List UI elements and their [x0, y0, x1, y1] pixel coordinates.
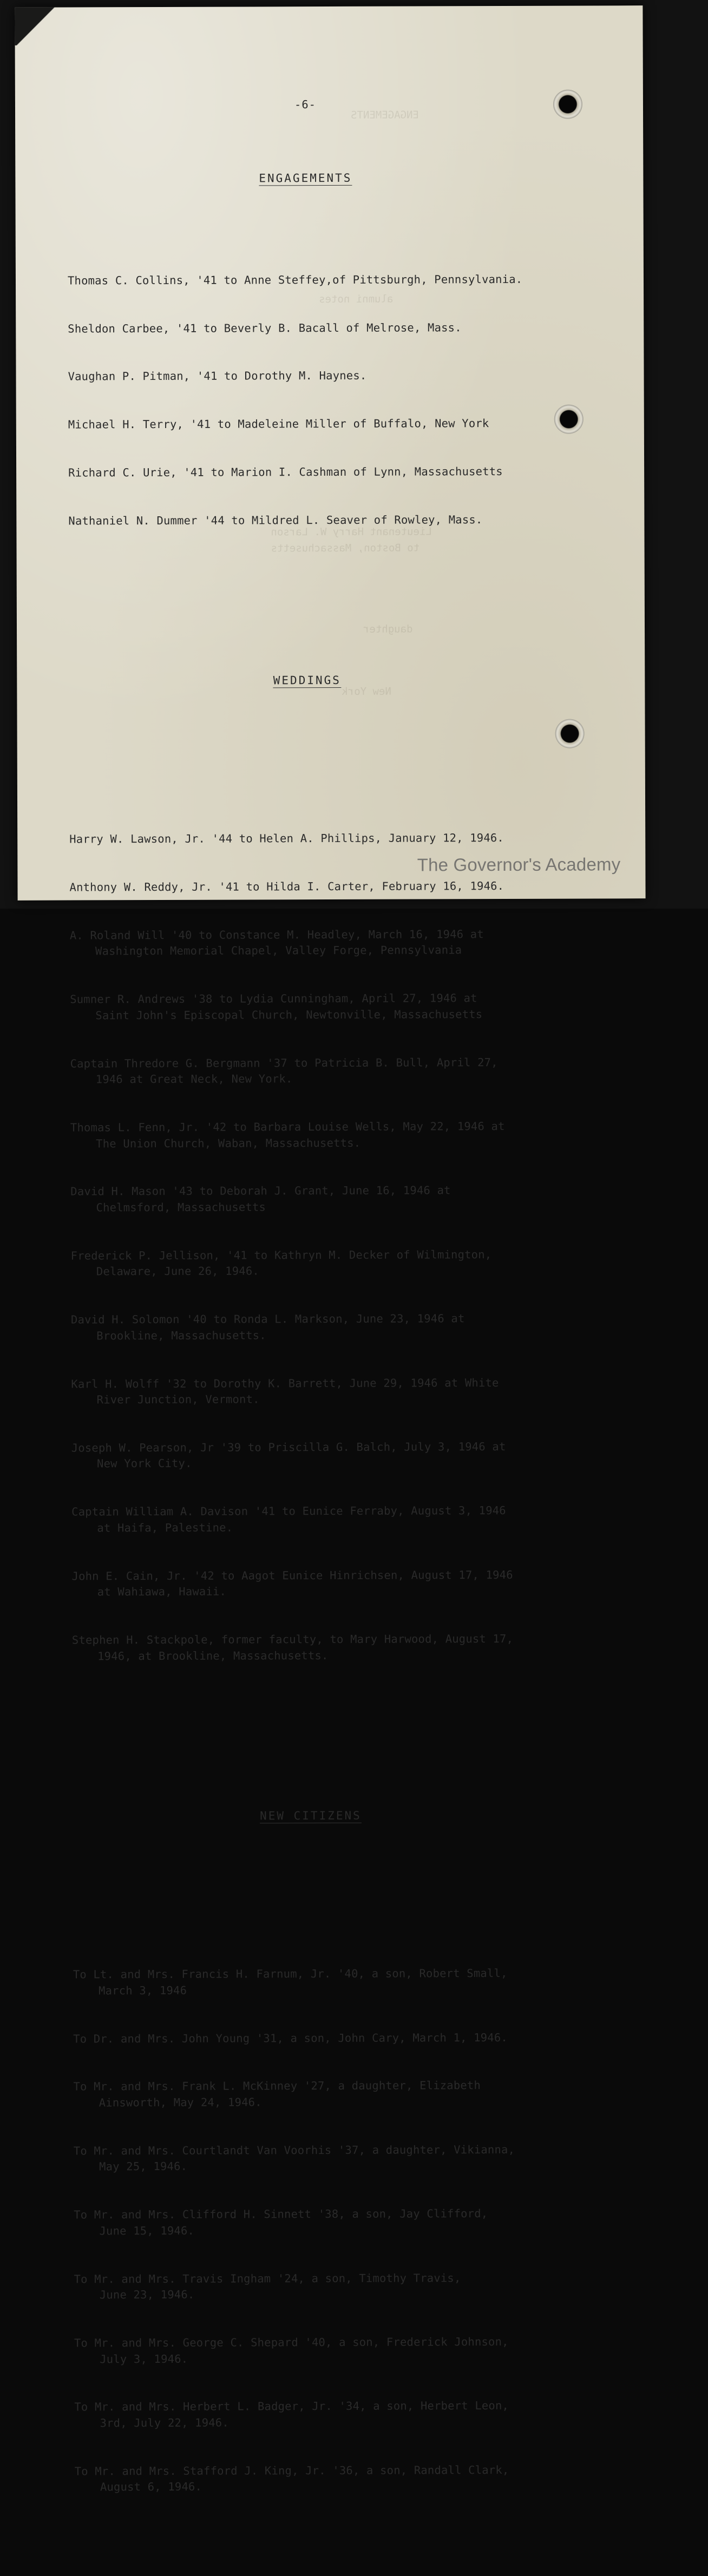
list-item: David H. Mason '43 to Deborah J. Grant, June 16, 1946 at Chelmsford, Massachusetts [70, 1184, 451, 1214]
list-item: To Mr. and Mrs. Clifford H. Sinnett '38, a son, Jay Clifford, June 15, 1946. [74, 2207, 488, 2238]
list-item: David H. Solomon '40 to Ronda L. Markson, June 23, 1946 at Brookline, Massachusetts. [70, 1312, 465, 1343]
list-item: John E. Cain, Jr. '42 to Aagot Eunice Hinrichsen, August 17, 1946 at Wahiawa, Hawaii. [71, 1568, 513, 1599]
list-item: Anthony W. Reddy, Jr. '41 to Hilda I. Carter, February 16, 1946. [69, 879, 504, 894]
list-item: A. Roland Will '40 to Constance M. Headley, March 16, 1946 at Washington Memorial Chapel, Valley Forge, Pennsylvania [69, 927, 484, 958]
section-body-new-citizens [73, 1934, 594, 2528]
list-item: To Mr. and Mrs. George C. Shepard '40, a son, Frederick Johnson, July 3, 1946. [74, 2335, 509, 2365]
bleed-through-text: alumni notes [319, 293, 412, 306]
spacer [69, 741, 589, 752]
list-item: To Mr. and Mrs. Courtlandt Van Voorhis '37, a daughter, Vikianna, May 25, 1946. [73, 2143, 515, 2173]
scanned-page [15, 5, 645, 2494]
list-item: Thomas C. Collins, '41 to Anne Steffey,of Pittsburgh, Pennsylvania. [67, 272, 523, 287]
bleed-through-text: to Boston, Massachusetts [271, 542, 438, 555]
document-text [67, 48, 595, 2576]
list-item: Sumner R. Andrews '38 to Lydia Cunningham, April 27, 1946 at Saint John's Episcopal Church, Newtonville, Massachusetts [70, 991, 483, 1022]
list-item: Thomas L. Fenn, Jr. '42 to Barbara Louise Wells, May 22, 1946 at The Union Church, Waban, Massachusetts. [70, 1119, 505, 1150]
bleed-through-text: Lieutenant Harry W. Larson [271, 525, 432, 538]
spacer [72, 1743, 592, 1761]
list-item: To Mr. and Mrs. Travis Ingham '24, a son, Timothy Travis, June 23, 1946. [74, 2271, 461, 2302]
binder-hole [553, 90, 582, 119]
page-number: -6- [294, 97, 317, 111]
list-item: Sheldon Carbee, '41 to Beverly B. Bacall of Melrose, Mass. [68, 320, 462, 336]
bleed-through-text: daughter [363, 623, 425, 635]
list-item: Joseph W. Pearson, Jr '39 to Priscilla G. Balch, July 3, 1946 at New York City. [71, 1440, 506, 1470]
section-heading-engagements: ENGAGEMENTS [259, 172, 352, 185]
list-item: Nathaniel N. Dummer '44 to Mildred L. Seaver of Rowley, Mass. [68, 512, 483, 528]
list-item: Captain Thredore G. Bergmann '37 to Patricia B. Bull, April 27, 1946 at Great Neck, New York. [70, 1055, 498, 1086]
list-item: Stephen H. Stackpole, former faculty, to Mary Harwood, August 17, 1946, at Brookline, Massachusetts. [71, 1632, 514, 1662]
bleed-through-text: New York [342, 685, 404, 698]
list-item: Captain William A. Davison '41 to Eunice Ferraby, August 3, 1946 at Haifa, Palestine. [71, 1504, 506, 1535]
list-item: Harry W. Lawson, Jr. '44 to Helen A. Phillips, January 12, 1946. [69, 831, 504, 846]
bleed-through-text: ENGAGEMENTS [351, 109, 444, 121]
paper-surface [15, 5, 645, 2494]
list-item: Vaughan P. Pitman, '41 to Dorothy M. Haynes. [68, 369, 367, 383]
section-heading-new-citizens: NEW CITIZENS [260, 1809, 362, 1823]
list-item: To Dr. and Mrs. John Young '31, a son, John Cary, March 1, 1946. [73, 2030, 508, 2046]
list-item: Richard C. Urie, '41 to Marion I. Cashman of Lynn, Massachusetts [68, 464, 503, 479]
spacer [73, 1877, 592, 1887]
list-item: To Mr. and Mrs. Stafford J. King, Jr. '36, a son, Randall Clark, August 6, 1946. [74, 2463, 509, 2494]
binder-hole [554, 405, 584, 434]
list-item: To Lt. and Mrs. Francis H. Farnum, Jr. '40, a son, Robert Small, March 3, 1946 [73, 1967, 508, 1997]
list-item: Frederick P. Jellison, '41 to Kathryn M. Decker of Wilmington, Delaware, June 26, 1946. [70, 1247, 492, 1278]
spacer [69, 608, 588, 626]
list-item: To Mr. and Mrs. Frank L. McKinney '27, a daughter, Elizabeth Ainsworth, May 24, 1946. [73, 2079, 481, 2110]
watermark-label: The Governor's Academy [417, 854, 621, 875]
binder-hole [555, 719, 585, 748]
list-item: Karl H. Wolff '32 to Dorothy K. Barrett, June 29, 1946 at White River Junction, Vermont. [71, 1376, 499, 1407]
section-body-engagements [68, 239, 588, 561]
list-item: Michael H. Terry, '41 to Madeleine Miller of Buffalo, New York [68, 417, 489, 431]
list-item: To Mr. and Mrs. Herbert L. Badger, Jr. '34, a son, Herbert Leon, 3rd, July 22, 1946. [74, 2399, 509, 2430]
section-heading-weddings: WEDDINGS [273, 673, 341, 687]
section-body-weddings [69, 798, 592, 1697]
